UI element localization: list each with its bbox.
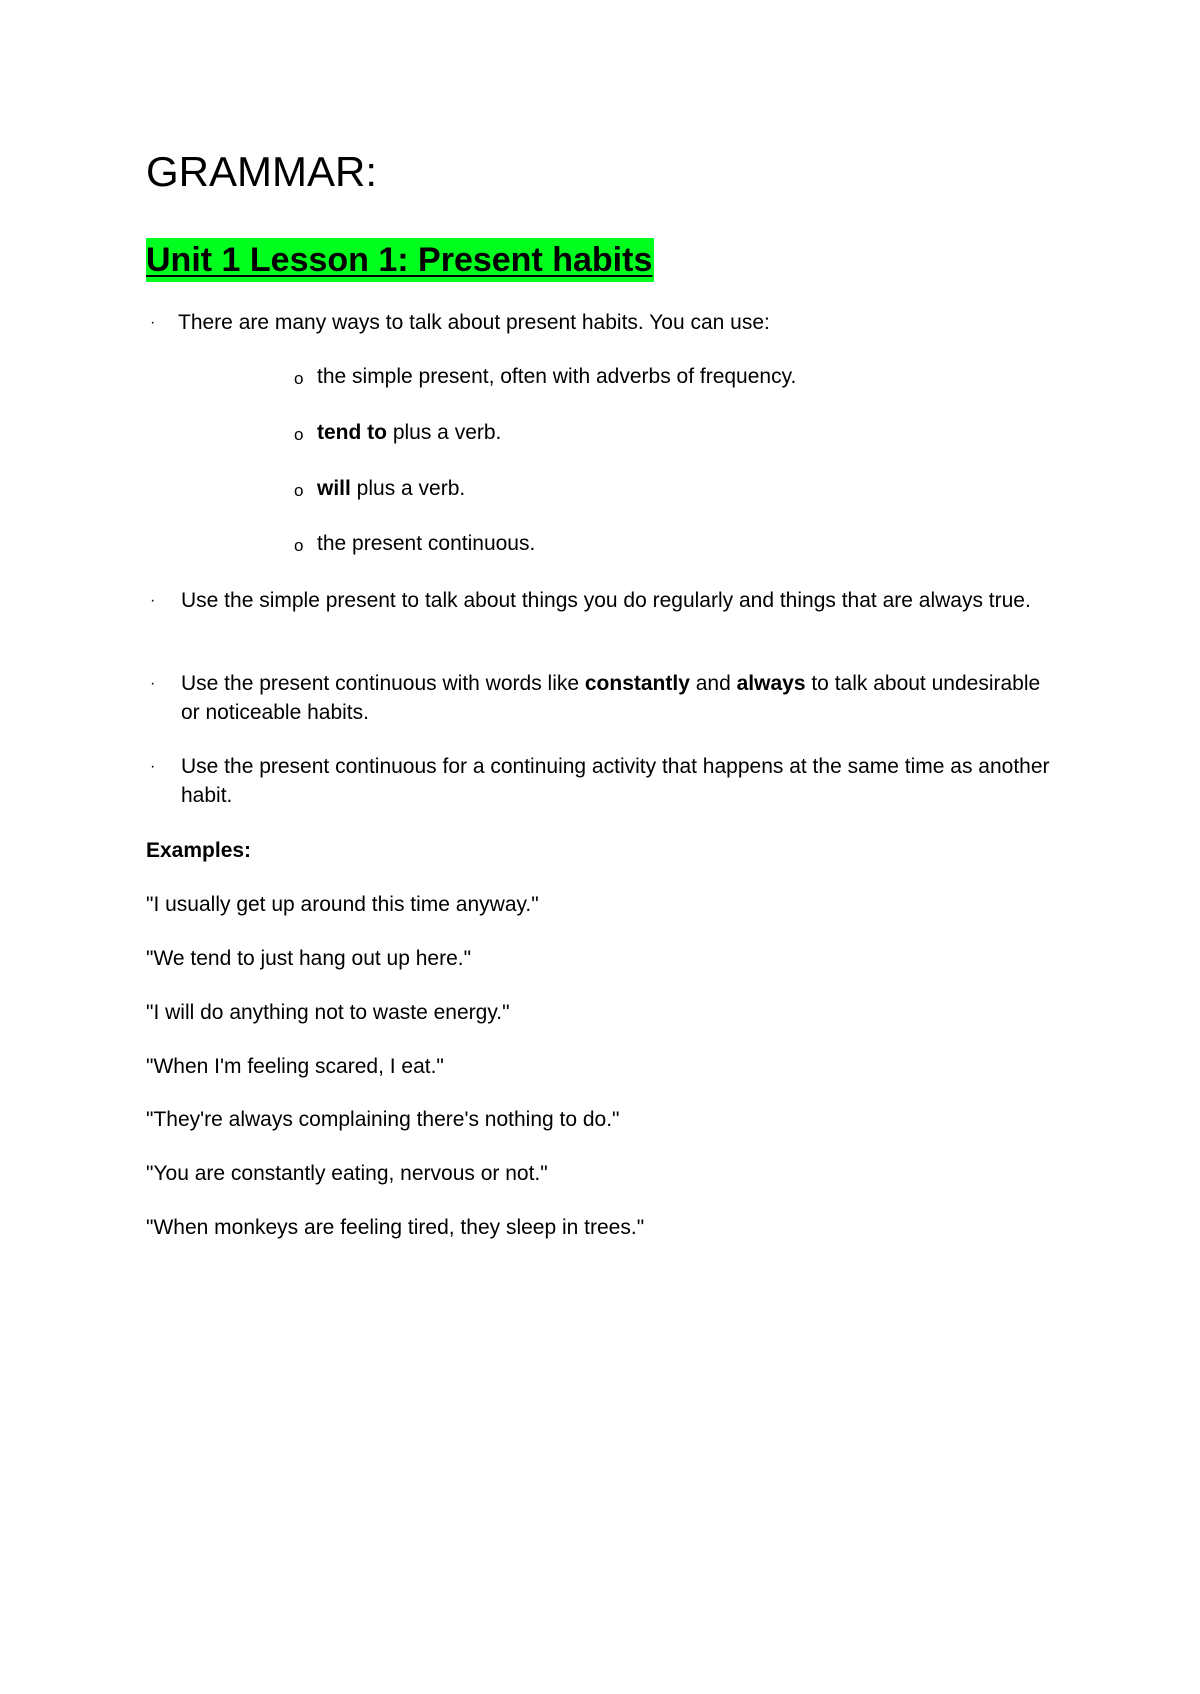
rule2-text-1: Use the present continuous with words like (181, 672, 585, 695)
sub-bullet-icon: o (294, 425, 304, 444)
bullet-icon: · (150, 314, 156, 331)
sub-bullet-icon: o (294, 369, 304, 388)
rule2-bold-constantly: constantly (584, 672, 690, 695)
example-7: "When monkeys are feeling tired, they sleep in trees." (146, 1216, 645, 1239)
unit-heading: Unit 1 Lesson 1: Present habits (146, 238, 654, 282)
rule2-bold-always: always (736, 672, 806, 695)
option-tend-to-rest: plus a verb. (386, 421, 502, 444)
option-will (317, 474, 465, 503)
sub-bullet-icon: o (294, 536, 304, 555)
rule-simple-present: Use the simple present to talk about things you do regularly and things that are always true. (181, 589, 1031, 612)
sub-bullet-icon: o (294, 481, 304, 500)
rule2-text-3: to talk about undesirable or noticeable habits. (181, 672, 1041, 724)
option-simple-present: the simple present, often with adverbs of frequency. (317, 365, 797, 388)
rule2-text-2: and (689, 672, 737, 695)
examples-label: Examples: (146, 839, 252, 862)
document-title: GRAMMAR: (146, 148, 377, 195)
option-present-continuous: the present continuous. (317, 532, 536, 555)
rule-continuing-activity: Use the present continuous for a continuing activity that happens at the same time as another habit. (181, 755, 1050, 807)
example-6: "You are constantly eating, nervous or not." (146, 1162, 548, 1185)
option-will-rest: plus a verb. (350, 477, 466, 500)
rule-present-continuous-habits (181, 669, 1051, 727)
example-3: "I will do anything not to waste energy." (146, 1001, 510, 1024)
option-tend-to (317, 418, 501, 447)
example-1: "I usually get up around this time anyway." (146, 893, 539, 916)
option-tend-to-bold: tend to (317, 421, 387, 444)
example-2: "We tend to just hang out up here." (146, 947, 472, 970)
example-4: "When I'm feeling scared, I eat." (146, 1055, 444, 1078)
intro-text: There are many ways to talk about present habits. You can use: (178, 311, 770, 334)
bullet-icon: · (150, 758, 156, 775)
option-will-bold: will (317, 477, 351, 500)
bullet-icon: · (150, 592, 156, 609)
example-5: "They're always complaining there's nothing to do." (146, 1108, 620, 1131)
bullet-icon: · (150, 675, 156, 692)
